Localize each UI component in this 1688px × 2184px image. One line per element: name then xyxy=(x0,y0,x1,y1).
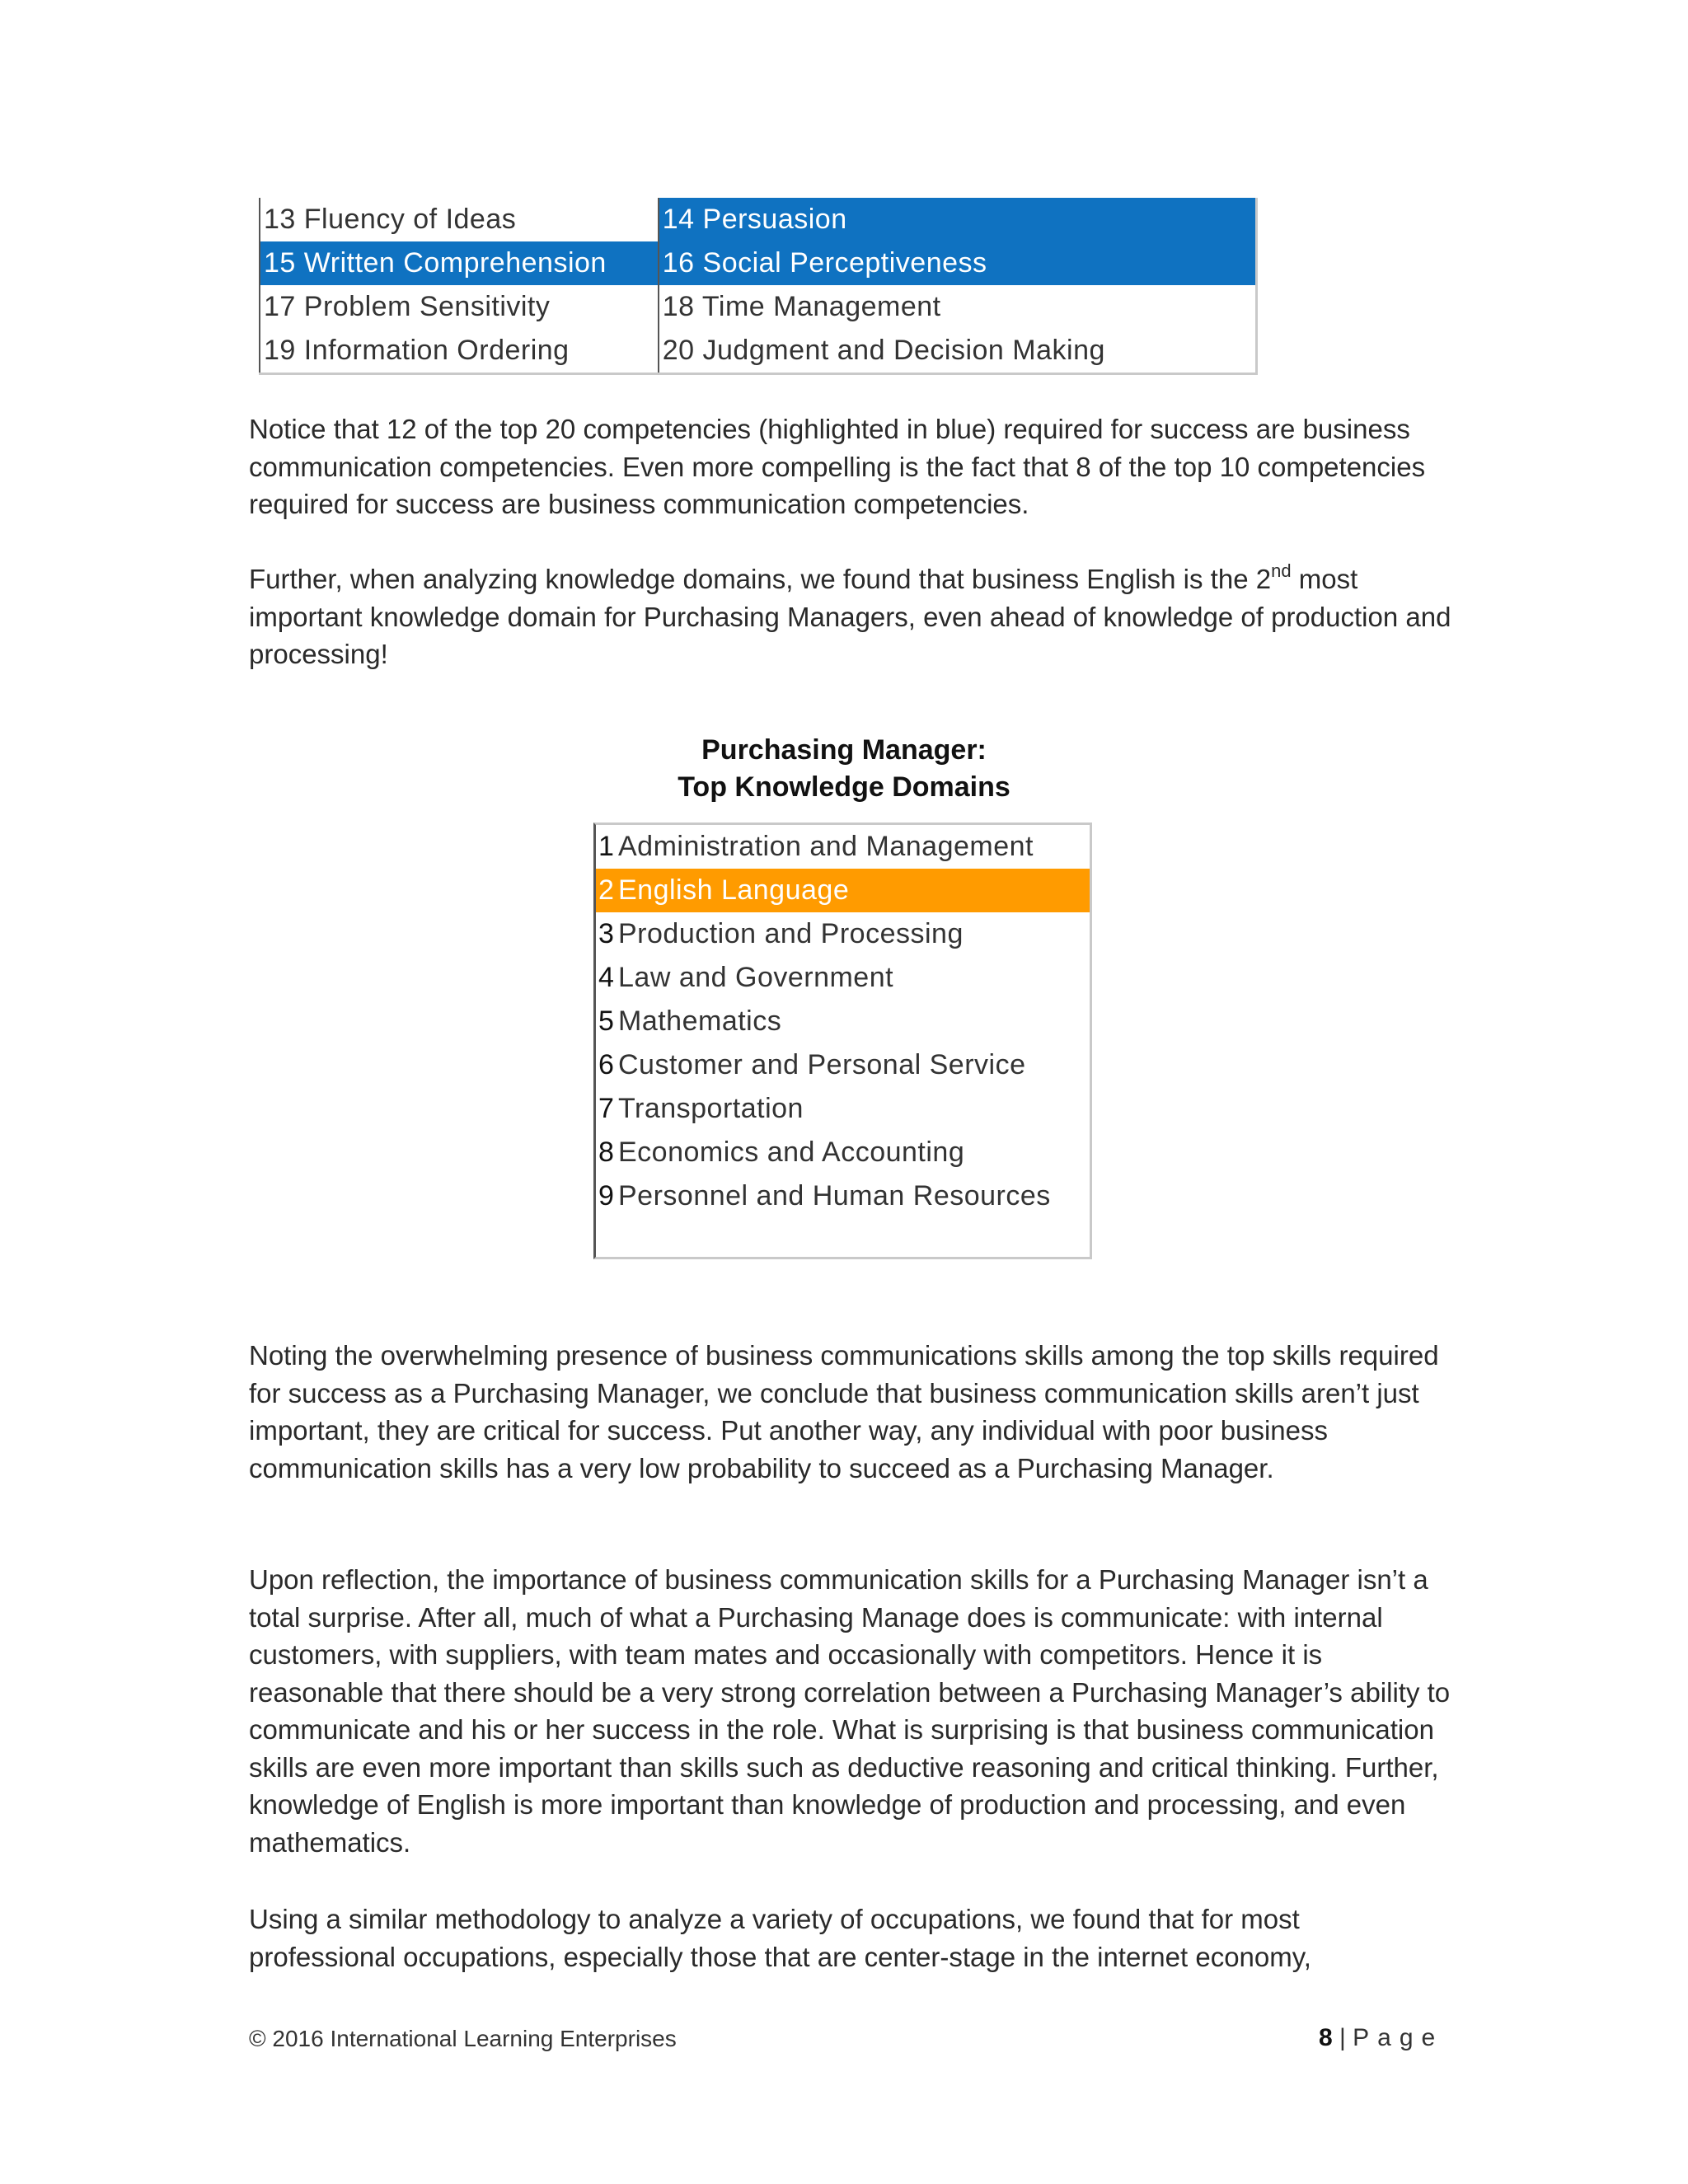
competency-number: 14 xyxy=(662,204,695,235)
domain-number: 8 xyxy=(598,1137,615,1168)
table-row xyxy=(260,241,1257,285)
competency-label: Social Perceptiveness xyxy=(702,247,987,279)
body-paragraph: Noting the overwhelming presence of business communications skills among the top skills required for success as a Purchasing Manager, we conclude that business communication skills aren’t just important, they are critical for success. Put another way, any individual with poor business communication skills has a very low probability to succeed as a Purchasing Manager. xyxy=(249,1340,1439,1483)
table-row xyxy=(260,285,1257,329)
competency-label: Fluency of Ideas xyxy=(303,204,517,235)
competency-number: 16 xyxy=(662,247,695,279)
domain-label: Mathematics xyxy=(618,1005,782,1037)
table-row xyxy=(260,198,1257,241)
list-item xyxy=(596,1131,1090,1174)
list-item xyxy=(596,1174,1090,1218)
domain-label: English Language xyxy=(618,874,850,906)
footer-separator: | xyxy=(1339,2024,1346,2051)
table-cell-highlighted xyxy=(659,198,1257,241)
competency-number: 13 xyxy=(264,204,296,235)
competency-label: Information Ordering xyxy=(303,335,570,366)
domain-number: 5 xyxy=(598,1005,615,1037)
competency-number: 20 xyxy=(662,335,695,366)
domain-number: 3 xyxy=(598,918,615,949)
list-item xyxy=(596,825,1090,869)
competency-label: Written Comprehension xyxy=(303,247,607,279)
knowledge-domains-title-line1: Purchasing Manager: xyxy=(701,734,987,766)
domain-number: 4 xyxy=(598,962,615,993)
domain-label: Customer and Personal Service xyxy=(618,1049,1026,1080)
table-cell-highlighted xyxy=(659,241,1257,285)
table-row xyxy=(260,329,1257,374)
competency-table xyxy=(259,198,1258,375)
domain-label: Production and Processing xyxy=(618,918,964,949)
list-item-highlighted xyxy=(596,869,1090,912)
list-item xyxy=(596,1043,1090,1087)
table-cell xyxy=(260,285,659,329)
knowledge-domains-table xyxy=(593,823,1092,1259)
table-cell-highlighted xyxy=(260,241,659,285)
domain-label: Law and Government xyxy=(618,962,894,993)
table-cell xyxy=(659,329,1257,374)
ordinal-superscript: nd xyxy=(1271,560,1292,581)
competency-number: 19 xyxy=(264,335,296,366)
domain-label: Economics and Accounting xyxy=(618,1137,965,1168)
footer-copyright: © 2016 International Learning Enterprises xyxy=(249,2026,677,2051)
domain-number: 2 xyxy=(598,874,615,906)
list-item xyxy=(596,1000,1090,1043)
domain-number: 6 xyxy=(598,1049,615,1080)
list-item xyxy=(596,956,1090,1000)
domain-label: Administration and Management xyxy=(618,831,1034,862)
domain-number: 7 xyxy=(598,1093,615,1124)
competency-number: 18 xyxy=(662,291,695,322)
list-item xyxy=(596,1087,1090,1131)
domain-number: 9 xyxy=(598,1180,615,1212)
body-paragraph: Upon reflection, the importance of business communication skills for a Purchasing Manager isn’t a total surprise. After all, much of what a Purchasing Manage does is communicate: with internal customers, with suppliers, with team mates and occasionally with competitors. Hence it is reasonable that there should be a very strong correlation between a Purchasing Manager’s ability to communicate and his or her success in the role. What is surprising is that business communication skills are even more important than skills such as deductive reasoning and critical thinking. Further, knowledge of English is more important than knowledge of production and processing, and even mathematics. xyxy=(249,1564,1451,1858)
table-cell xyxy=(260,198,659,241)
footer-page-indicator xyxy=(1319,2024,1443,2052)
paragraph-text: most important knowledge domain for Purchasing Managers, even ahead of knowledge of production and processing! xyxy=(249,564,1451,669)
competency-label: Time Management xyxy=(701,291,941,322)
paragraph-text: Further, when analyzing knowledge domains, we found that business English is the 2 xyxy=(249,564,1272,594)
body-paragraph: Notice that 12 of the top 20 competencies (highlighted in blue) required for success are business communication competencies. Even more compelling is the fact that 8 of the top 10 competencies required for success are business communication competencies. xyxy=(249,414,1426,519)
body-paragraph: Using a similar methodology to analyze a variety of occupations, we found that for most professional occupations, especially those that are center-stage in the internet economy, xyxy=(249,1904,1311,1972)
knowledge-domains-title-line2: Top Knowledge Domains xyxy=(678,771,1010,803)
competency-label: Problem Sensitivity xyxy=(303,291,551,322)
body-paragraph xyxy=(249,560,1452,673)
page-number: 8 xyxy=(1319,2024,1333,2051)
knowledge-domains-list xyxy=(596,825,1090,1218)
list-item xyxy=(596,912,1090,956)
competency-label: Judgment and Decision Making xyxy=(702,335,1105,366)
domain-label: Transportation xyxy=(618,1093,804,1124)
domain-number: 1 xyxy=(598,831,615,862)
competency-number: 17 xyxy=(264,291,296,322)
table-cell xyxy=(260,329,659,374)
domain-label: Personnel and Human Resources xyxy=(618,1180,1051,1212)
page-word: Page xyxy=(1353,2024,1444,2051)
table-cell xyxy=(659,285,1257,329)
competency-number: 15 xyxy=(264,247,296,279)
competency-label: Persuasion xyxy=(702,204,847,235)
